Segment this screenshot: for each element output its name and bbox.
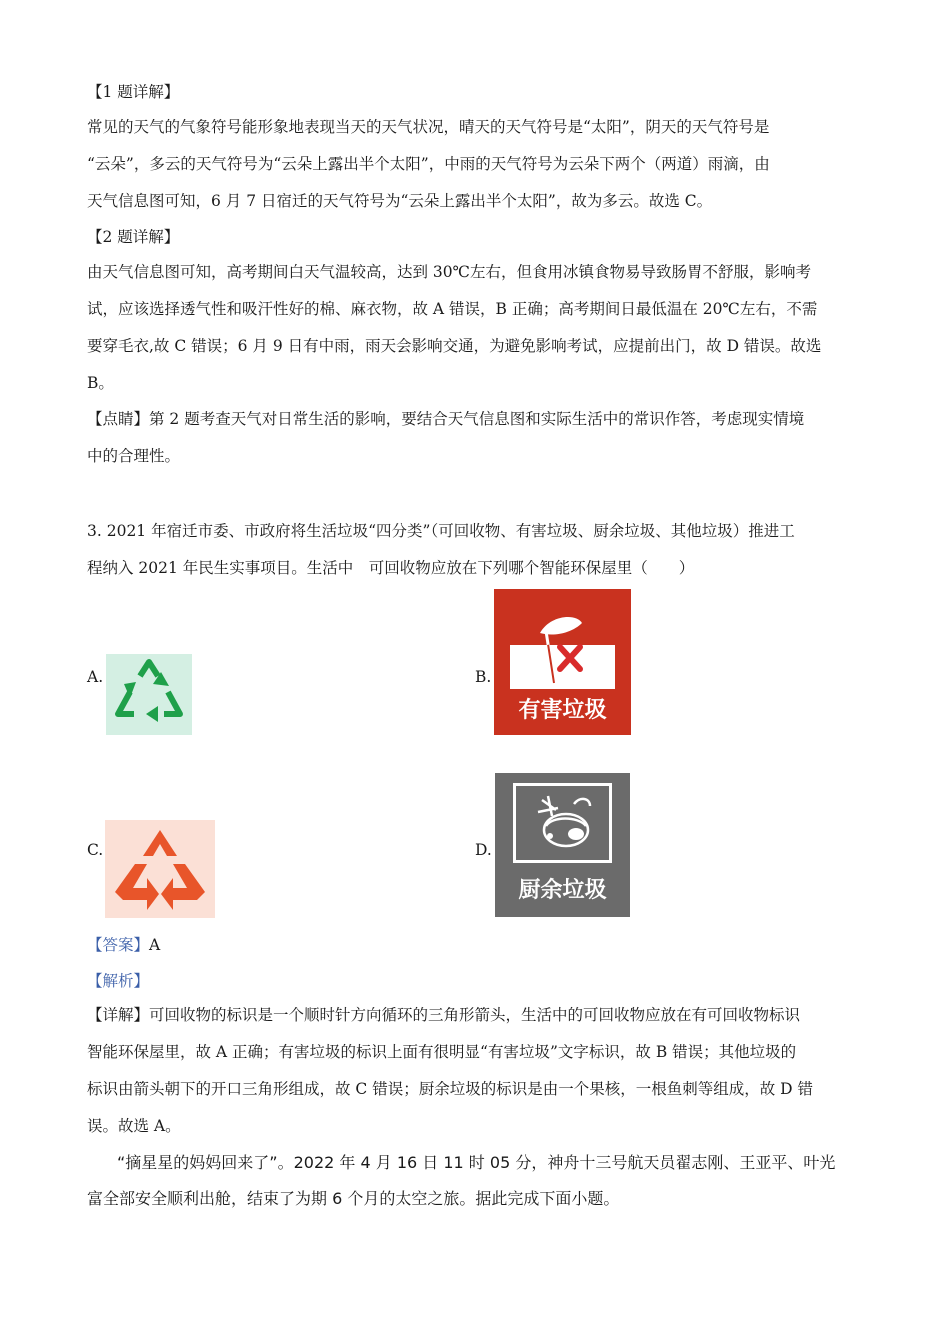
q1-detail-line-1: 常见的天气的气象符号能形象地表现当天的天气状况，晴天的天气符号是“太阳”，阴天的天气符号是 [87,118,770,136]
option-b-label: B. [475,668,492,686]
q3-detail-line-4: 误。故选 A。 [87,1117,181,1135]
q2-detail-line-1: 由天气信息图可知，高考期间白天气温较高，达到 30℃左右，但食用冰镇食物易导致肠胃不舒服，影响考 [87,263,811,281]
q2-detail-line-4: B。 [87,374,114,392]
q2-detail-line-3: 要穿毛衣,故 C 错误；6 月 9 日有中雨，雨天会影响交通，为避免影响考试，应提前出门，故 D 错误。故选 [87,337,822,355]
next-passage-line-2: 富全部安全顺利出舱，结束了为期 6 个月的太空之旅。据此完成下面小题。 [87,1189,620,1208]
q3-detail-line-1: 【详解】可回收物的标识是一个顺时针方向循环的三角形箭头，生活中的可回收物应放在有可回收物标识 [87,1006,801,1024]
answer-row [87,935,160,955]
q2-detail-line-2: 试，应该选择透气性和吸汗性好的棉、麻衣物，故 A 错误，B 正确；高考期间日最低温在 20℃左右，不需 [87,300,818,318]
next-passage-line-1: “摘星星的妈妈回来了”。2022 年 4 月 16 日 11 时 05 分，神舟十三号航天员翟志刚、王亚平、叶光 [117,1153,836,1172]
q1-heading: 【1 题详解】 [87,83,180,101]
tip-line-2: 中的合理性。 [87,447,181,465]
answer-label: 【答案】 [87,936,150,954]
recycle-icon [106,654,192,735]
other-waste-icon [105,820,215,918]
answer-value: A [149,936,161,954]
option-c-label: C. [87,841,104,859]
option-a-label: A. [87,668,104,686]
kitchen-sign-text: 厨余垃圾 [518,878,607,903]
hazard-sign-text: 有害垃圾 [518,698,607,723]
hazard-symbol-panel [510,603,615,689]
q3-stem-line-2: 程纳入 2021 年民生实事项目。生活中 可回收物应放在下列哪个智能环保屋里（ ） [87,559,695,577]
q3-detail-line-3: 标识由箭头朝下的开口三角形组成，故 C 错误；厨余垃圾的标识是由一个果核，一根鱼刺等组成，故 D 错 [87,1080,813,1098]
tip-line-1: 【点睛】第 2 题考查天气对日常生活的影响，要结合天气信息图和实际生活中的常识作答，考虑现实情境 [87,410,805,428]
q3-detail-line-2: 智能环保屋里，故 A 正确；有害垃圾的标识上面有很明显“有害垃圾”文字标识，故 B 错误；其他垃圾的 [87,1043,797,1061]
kitchen-waste-sign [495,773,630,917]
option-d-label: D. [475,841,492,859]
hazardous-waste-sign [494,589,631,735]
q1-detail-line-3: 天气信息图可知，6 月 7 日宿迁的天气符号为“云朵上露出半个太阳”，故为多云。故选 C。 [87,192,713,210]
q2-heading: 【2 题详解】 [87,228,180,246]
analysis-label: 【解析】 [87,972,150,990]
q1-detail-line-2: “云朵”，多云的天气符号为“云朵上露出半个太阳”，中雨的天气符号为云朵下两个（两道）雨滴，由 [87,155,770,173]
kitchen-symbol-panel [513,783,612,863]
q3-stem-line-1: 3. 2021 年宿迁市委、市政府将生活垃圾“四分类”（可回收物、有害垃圾、厨余垃圾、其他垃圾）推进工 [87,522,795,540]
